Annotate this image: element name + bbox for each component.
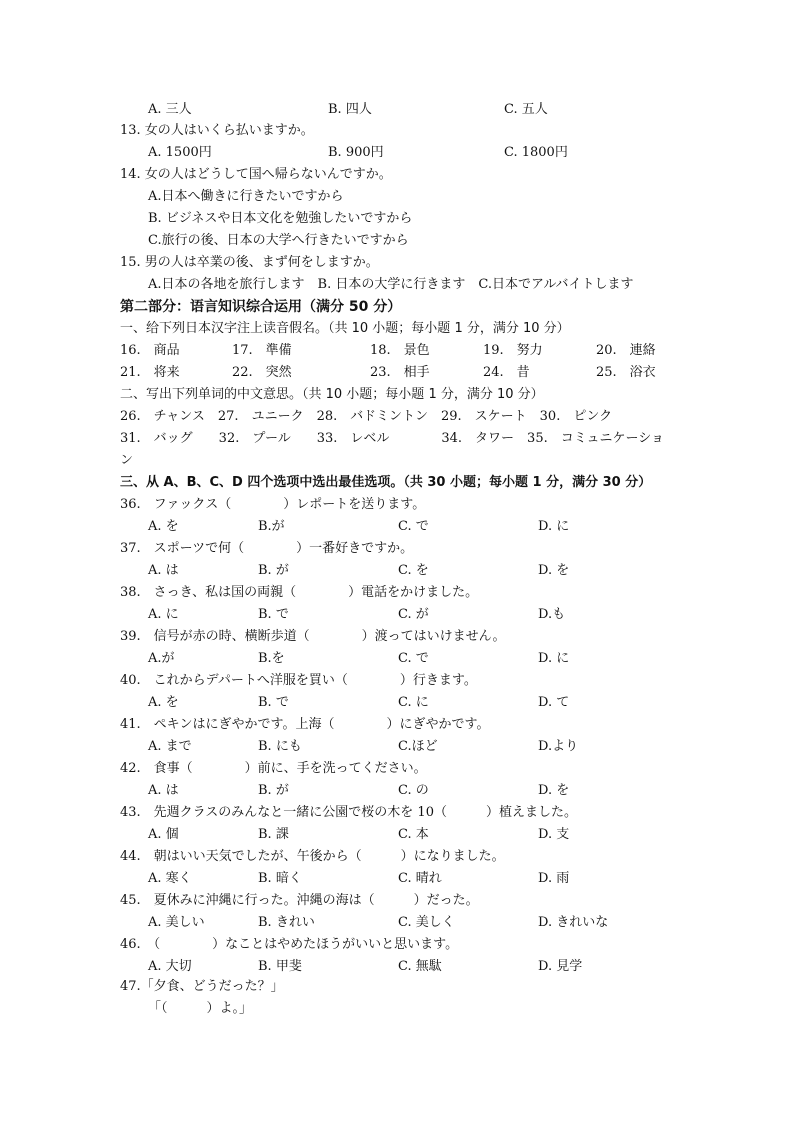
option: D. きれいな xyxy=(538,915,609,930)
kanji-item: 18. 景色 xyxy=(370,343,430,358)
option: A. 個 xyxy=(148,827,179,842)
kanji-item: 19. 努力 xyxy=(483,343,543,358)
question-stem: 39. 信号が赤の時、横断歩道（ ）渡ってはいけません。 xyxy=(120,629,506,644)
question-stem: 46. （ ）なことはやめたほうがいいと思います。 xyxy=(120,937,459,952)
option: A. 寒く xyxy=(148,871,192,886)
kanji-item: 23. 相手 xyxy=(370,365,430,380)
option: A. 三人 xyxy=(148,102,192,117)
part2-title: 第二部分：语言知识综合运用（满分 50 分） xyxy=(120,299,402,315)
option: B. 四人 xyxy=(328,102,372,117)
option: D. に xyxy=(538,651,570,666)
option: C. 美しく xyxy=(398,915,455,930)
option: A. 大切 xyxy=(148,959,192,974)
option: B. 課 xyxy=(258,827,289,842)
question-stem: 38. さっき、私は国の両親（ ）電話をかけました。 xyxy=(120,585,479,600)
q47-answer: 「（ ）よ。」 xyxy=(148,1001,253,1016)
option: D. に xyxy=(538,519,570,534)
option: D. を xyxy=(538,783,570,798)
question-stem: 42. 食事（ ）前に、手を洗ってください。 xyxy=(120,761,427,776)
option: B. で xyxy=(258,695,289,710)
option: D. 見学 xyxy=(538,959,583,974)
option: C. で xyxy=(398,519,429,534)
option: A. 美しい xyxy=(148,915,205,930)
section3-title: 三、从 A、B、C、D 四个选项中选出最佳选项。（共 30 小题；每小题 1 分，满分 30 分） xyxy=(120,475,652,490)
q13-stem: 13. 女の人はいくら払いますか。 xyxy=(120,123,314,138)
question-stem: 41. ペキンはにぎやかです。上海（ ）にぎやかです。 xyxy=(120,717,490,732)
kanji-item: 25. 浴衣 xyxy=(596,365,656,380)
option: C. 本 xyxy=(398,827,429,842)
section1-title: 一、给下列日本汉字注上读音假名。（共 10 小题；每小题 1 分，满分 10 分） xyxy=(120,321,570,336)
option: D. 雨 xyxy=(538,871,570,886)
option: B. にも xyxy=(258,739,302,754)
section2-title: 二、写出下列单词的中文意思。（共 10 小题；每小题 1 分，满分 10 分） xyxy=(120,387,544,402)
option: C. が xyxy=(398,607,429,622)
option: A. は xyxy=(148,563,179,578)
option: A. は xyxy=(148,783,179,798)
q15-stem: 15. 男の人は卒業の後、まず何をしますか。 xyxy=(120,255,379,270)
option: C. 無駄 xyxy=(398,959,442,974)
option: B. きれい xyxy=(258,915,315,930)
question-stem: 36. ファックス（ ）レポートを送ります。 xyxy=(120,497,426,512)
option: A. を xyxy=(148,519,179,534)
q14-option-c: C.旅行の後、日本の大学へ行きたいですから xyxy=(148,233,409,248)
question-stem: 37. スポーツで何（ ）一番好きですか。 xyxy=(120,541,414,556)
option: C. の xyxy=(398,783,429,798)
option: A. まで xyxy=(148,739,192,754)
option: D. て xyxy=(538,695,570,710)
option: A. に xyxy=(148,607,179,622)
option: C.ほど xyxy=(398,739,438,754)
option: B. 900円 xyxy=(328,145,384,160)
option: D.より xyxy=(538,739,579,754)
option: B.が xyxy=(258,519,285,534)
option: C. 1800円 xyxy=(504,145,568,160)
option: B.を xyxy=(258,651,285,666)
option: C. 五人 xyxy=(504,102,548,117)
option: D. を xyxy=(538,563,570,578)
option: C. を xyxy=(398,563,429,578)
question-stem: 40. これからデパートへ洋服を買い（ ）行きます。 xyxy=(120,673,477,688)
option: C. 晴れ xyxy=(398,871,442,886)
q14-option-b: B. ビジネスや日本文化を勉強したいですから xyxy=(148,211,413,226)
option: C. で xyxy=(398,651,429,666)
option: B. が xyxy=(258,783,289,798)
q47-stem: 47.「夕食、どうだった？」 xyxy=(120,979,284,994)
q14-option-a: A.日本へ働きに行きたいですから xyxy=(148,189,344,204)
q15-options: A.日本の各地を旅行します B. 日本の大学に行きます C.日本でアルバイトします xyxy=(148,277,634,292)
q14-stem: 14. 女の人はどうして国へ帰らないんですか。 xyxy=(120,167,392,182)
section2-row1: 26. チャンス 27. ユニーク 28. バドミントン 29. スケート 30. ピンク xyxy=(120,409,613,424)
section2-row2-cont: ン xyxy=(120,453,134,468)
question-stem: 44. 朝はいい天気でしたが、午後から（ ）になりました。 xyxy=(120,849,505,864)
kanji-item: 22. 突然 xyxy=(232,365,292,380)
option: A. を xyxy=(148,695,179,710)
kanji-item: 16. 商品 xyxy=(120,343,180,358)
kanji-item: 20. 連絡 xyxy=(596,343,656,358)
kanji-item: 21. 将来 xyxy=(120,365,180,380)
question-stem: 45. 夏休みに沖縄に行った。沖縄の海は（ ）だった。 xyxy=(120,893,479,908)
kanji-item: 24. 昔 xyxy=(483,365,530,380)
option: D. 支 xyxy=(538,827,570,842)
option: B. が xyxy=(258,563,289,578)
option: D.も xyxy=(538,607,566,622)
section2-row2: 31. バッグ 32. プール 33. レベル 34. タワー 35. コミュニケーショ xyxy=(120,431,664,446)
question-stem: 43. 先週クラスのみんなと一緒に公園で桜の木を 10（ ）植えました。 xyxy=(120,805,577,820)
option: A.が xyxy=(148,651,175,666)
option: B. 甲斐 xyxy=(258,959,302,974)
option: B. 暗く xyxy=(258,871,302,886)
option: C. に xyxy=(398,695,429,710)
kanji-item: 17. 準備 xyxy=(232,343,292,358)
option: B. で xyxy=(258,607,289,622)
option: A. 1500円 xyxy=(148,145,212,160)
